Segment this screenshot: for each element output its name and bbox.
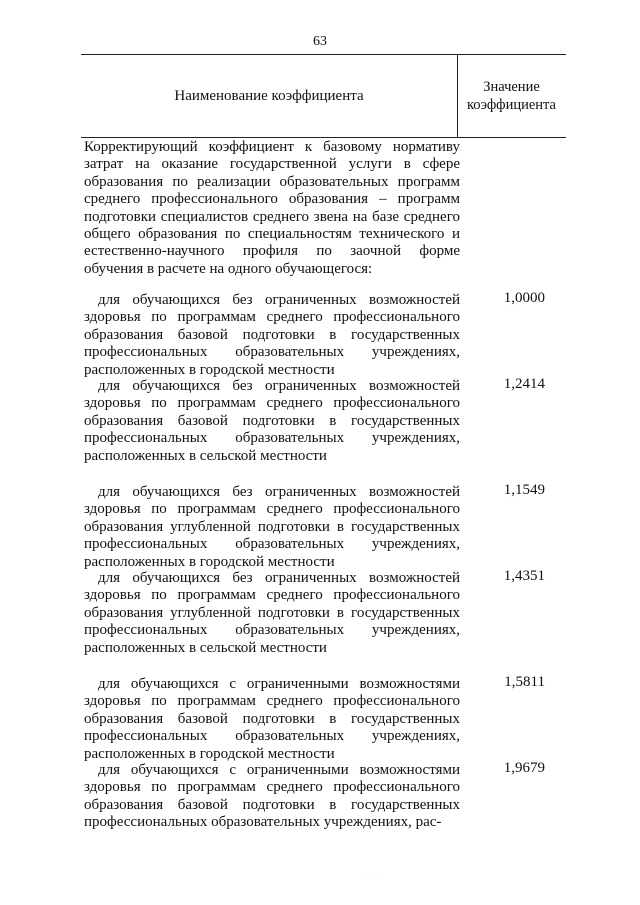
row-text-5: для обучающихся с ограниченными возможностями здоровья по программам среднего профессионального образования базовой подготовки в государственных профессиональных образовательных учреждениях, расположенных в городской местности	[84, 676, 460, 762]
row-text-1: для обучающихся без ограниченных возможностей здоровья по программам среднего профессионального образования базовой подготовки в государственных профессиональных образовательных учреждениях, расположенных в городской местности	[84, 292, 460, 378]
page-number: 63	[313, 34, 327, 49]
row-text-4: для обучающихся без ограниченных возможностей здоровья по программам среднего профессионального образования углубленной подготовки в государственных профессиональных образовательных учреждениях, расположенных в сельской местности	[84, 570, 460, 656]
row-value-3: 1,1549	[503, 482, 545, 498]
row-value-2: 1,2414	[503, 376, 545, 392]
row-value-1: 1,0000	[503, 290, 545, 306]
row-value-5: 1,5811	[504, 674, 545, 690]
row-value-4: 1,4351	[503, 568, 545, 584]
row-text-6: для обучающихся с ограниченными возможностями здоровья по программам среднего профессионального образования базовой подготовки в государственных профессиональных образовательных учреждениях, рас-	[84, 762, 460, 831]
header-name-column: Наименование коэффициента	[174, 87, 364, 104]
header-value-column	[458, 55, 565, 137]
table-header	[81, 54, 566, 138]
intro-text: Корректирующий коэффициент к базовому нормативу затрат на оказание государственной услуги в сфере образования по реализации образовательных программ среднего профессионального образования – программ подготовки специалистов среднего звена на базе среднего общего образования по специальностям технического и естественно-научного профиля по заочной форме обучения в расчете на одного обучающегося:	[84, 139, 460, 277]
header-value-line-2: коэффициента	[466, 97, 556, 113]
scan-artifact: · · ·	[360, 870, 382, 879]
row-value-6: 1,9679	[503, 760, 545, 776]
row-text-3: для обучающихся без ограниченных возможностей здоровья по программам среднего профессионального образования углубленной подготовки в государственных профессиональных образовательных учреждениях, расположенных в городской местности	[84, 484, 460, 570]
header-value-line-1: Значение	[483, 79, 540, 95]
row-text-2: для обучающихся без ограниченных возможностей здоровья по программам среднего профессионального образования базовой подготовки в государственных профессиональных образовательных учреждениях, расположенных в сельской местности	[84, 378, 460, 464]
